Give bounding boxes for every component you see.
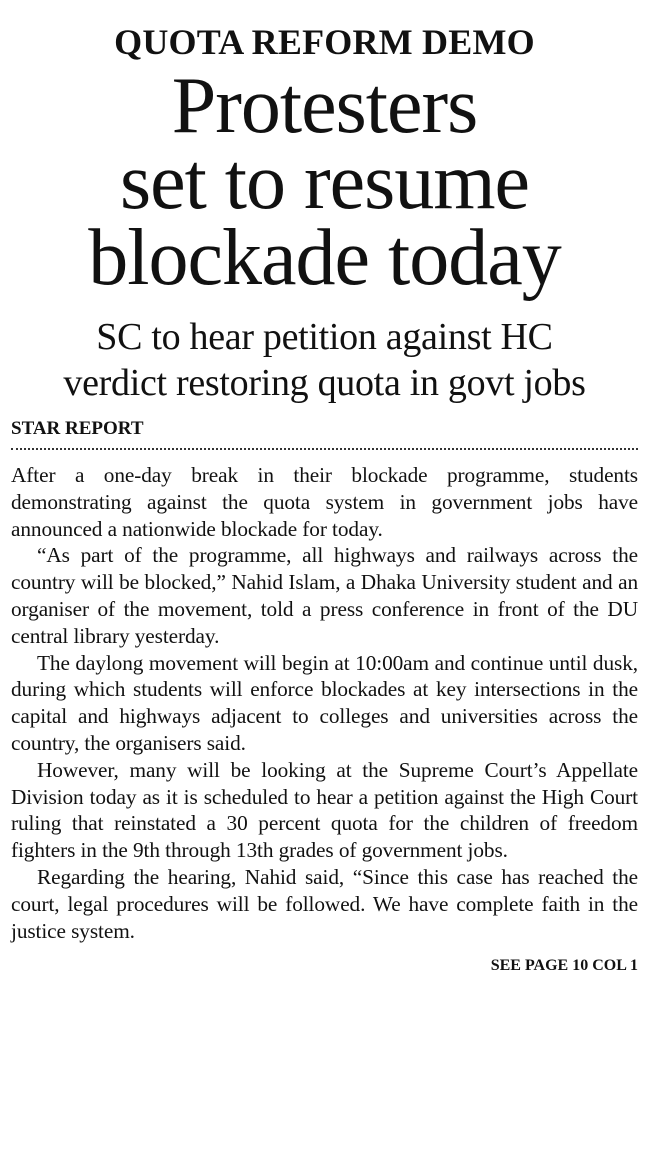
- headline-line: Protesters: [171, 62, 478, 150]
- byline: STAR REPORT: [11, 418, 638, 450]
- article-body: [11, 462, 638, 944]
- continuation-link[interactable]: SEE PAGE 10 COL 1: [490, 957, 638, 975]
- subheadline-line: SC to hear petition against HC: [96, 316, 553, 358]
- subheadline: [11, 314, 638, 406]
- paragraph: After a one-day break in their blockade programme, students demonstrating against the quota system in government jobs have announced a nationwide blockade for today.: [11, 463, 638, 541]
- kicker: QUOTA REFORM DEMO: [114, 22, 535, 62]
- paragraph: However, many will be looking at the Supreme Court’s Appellate Division today as it is scheduled to hear a petition against the High Court ruling that reinstated a 30 percent quota for the children of freedom fighters in the 9th through 13th grades of government jobs.: [11, 757, 638, 863]
- paragraph: Regarding the hearing, Nahid said, “Since this case has reached the court, legal procedures will be followed. We have complete faith in the justice system.: [11, 864, 638, 943]
- headline-line: blockade today: [88, 214, 561, 302]
- headline: [11, 62, 638, 302]
- subheadline-line: verdict restoring quota in govt jobs: [63, 362, 586, 404]
- paragraph: The daylong movement will begin at 10:00am and continue until dusk, during which students will enforce blockades at key intersections in the capital and highways adjacent to colleges and universities across the country, the organisers said.: [11, 650, 638, 755]
- headline-line: set to resume: [119, 138, 530, 226]
- paragraph: “As part of the programme, all highways and railways across the country will be blocked,” Nahid Islam, a Dhaka University student and an organiser of the movement, told a press conference in front of the DU central library yesterday.: [11, 543, 638, 648]
